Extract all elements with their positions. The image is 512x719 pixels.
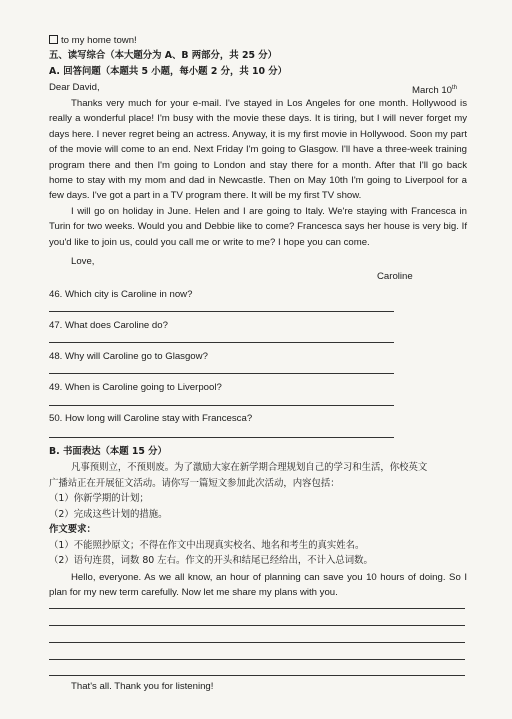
checkbox-mark-icon <box>49 35 58 44</box>
letter-date <box>412 82 457 97</box>
requirement-1: （1）不能照抄原文；不得在作文中出现真实校名、地名和考生的真实姓名。 <box>49 540 365 551</box>
section-five-title: 五、读写综合（本大题分为 A、B 两部分，共 25 分） <box>49 50 278 61</box>
essay-line-1[interactable] <box>49 608 465 609</box>
question-46: 46. Which city is Caroline in now? <box>49 289 193 300</box>
letter-signature: Caroline <box>377 271 413 282</box>
previous-section-ending <box>49 35 137 47</box>
essay-line-5[interactable] <box>49 675 465 676</box>
essay-ending: That's all. Thank you for listening! <box>71 681 214 692</box>
answer-line-47[interactable] <box>49 342 394 343</box>
question-48: 48. Why will Caroline go to Glasgow? <box>49 351 208 362</box>
answer-line-46[interactable] <box>49 311 394 312</box>
requirement-2: （2）语句连贯，词数 80 左右。作文的开头和结尾已经给出，不计入总词数。 <box>49 555 373 566</box>
essay-line-4[interactable] <box>49 659 465 660</box>
part-a-title: A. 回答问题（本题共 5 小题，每小题 2 分，共 10 分） <box>49 66 288 77</box>
essay-line-3[interactable] <box>49 642 465 643</box>
letter-paragraph-2: I will go on holiday in June. Helen and I are going to Italy. We're staying with Francesca in Turin for two weeks. Would you and Debbie like to come? Francesca says her house is very big. If you'd like to join us, could you call me or write to me? I hope you can come. <box>49 206 467 248</box>
letter-salutation: Dear David, <box>49 82 100 93</box>
part-b-title: B. 书面表达（本题 15 分） <box>49 446 167 457</box>
essay-line-2[interactable] <box>49 625 465 626</box>
letter-date-text: March 10 <box>412 85 452 97</box>
part-b-point-2: （2）完成这些计划的措施。 <box>49 509 168 520</box>
part-b-intro-line-2: 广播站正在开展征文活动。请你写一篇短文参加此次活动，内容包括： <box>49 478 340 489</box>
part-b-point-1: （1）你新学期的计划； <box>49 493 149 504</box>
requirements-title: 作文要求： <box>49 524 96 535</box>
letter-paragraph-1: Thanks very much for your e-mail. I've stayed in Los Angeles for one month. Hollywood is really a wonderful place! I'm busy with the movie these days. It is tiring, but I will never forget my days here. I never regret being an actress. Anyway, it is my first movie in Hollywood. Soon my part of the movie will come to an end. Next Friday I'm going to Glasgow. I'll have a three-week training program there and then I'm going to London and stay there for a month. After that I'll go back home to stay with my mom and dad in Newcastle. Then on May 10th I'm going to Liverpool for a few days. I've got a part in a TV program there. It will be my first TV show. <box>49 98 467 202</box>
answer-line-48[interactable] <box>49 373 394 374</box>
question-49: 49. When is Caroline going to Liverpool? <box>49 382 222 393</box>
answer-line-50[interactable] <box>49 437 394 438</box>
question-47: 47. What does Caroline do? <box>49 320 168 331</box>
letter-closing: Love, <box>71 256 95 267</box>
part-b-intro-line-1: 凡事预则立，不预则废。为了激励大家在新学期合理规划自己的学习和生活，你校英文 <box>71 462 428 473</box>
letter-date-suffix: th <box>452 85 458 91</box>
top-line-text: to my home town! <box>61 35 137 46</box>
essay-opening: Hello, everyone. As we all know, an hour of planning can save you 10 hours of doing. So I plan for my new term carefully. Now let me share my plans with you. <box>49 572 467 599</box>
question-50: 50. How long will Caroline stay with Francesca? <box>49 413 253 424</box>
answer-line-49[interactable] <box>49 405 394 406</box>
